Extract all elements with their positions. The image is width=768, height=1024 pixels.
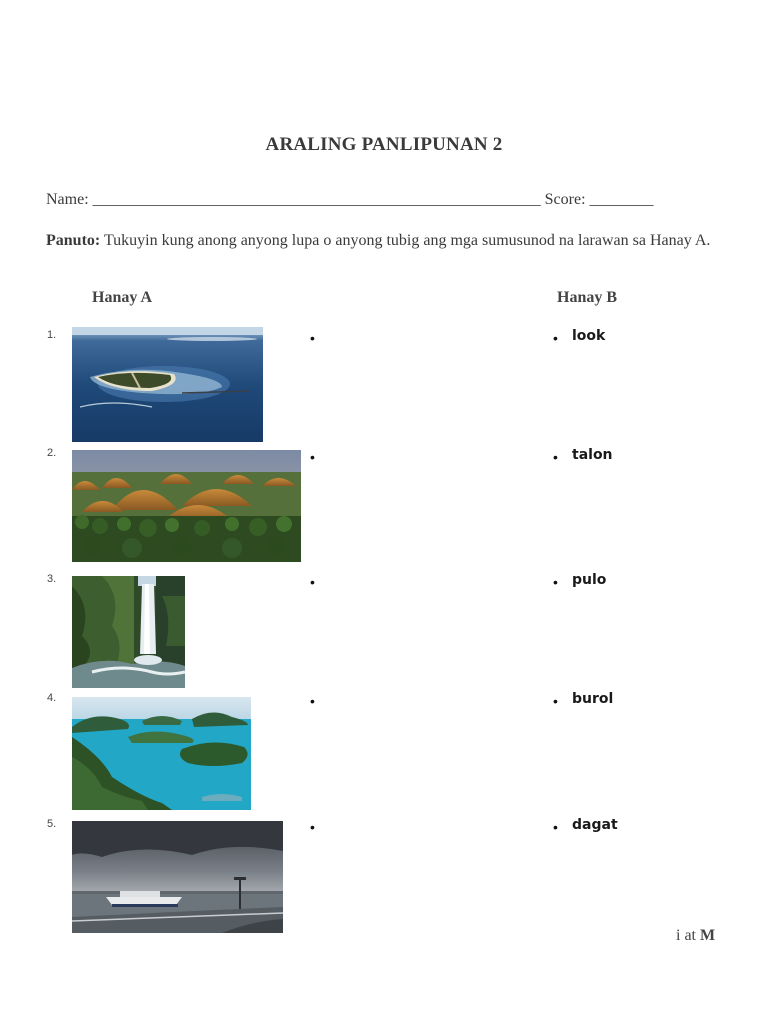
answer-bullet: • bbox=[310, 693, 315, 709]
score-label: Score: bbox=[544, 191, 586, 208]
choice-label: burol bbox=[572, 691, 614, 707]
answer-bullet: • bbox=[310, 330, 315, 346]
choice-label: pulo bbox=[572, 572, 607, 588]
name-label: Name: bbox=[46, 191, 89, 208]
choice-label: talon bbox=[572, 447, 613, 463]
answer-bullet: • bbox=[310, 574, 315, 590]
choice-label: dagat bbox=[572, 817, 618, 833]
item-number: 3. bbox=[47, 573, 57, 585]
footer-bold-text: M bbox=[696, 927, 716, 944]
name-score-line bbox=[46, 191, 654, 209]
bay-islands-photo bbox=[72, 697, 251, 810]
choice-bullet: • bbox=[553, 693, 558, 709]
sea-harbor-photo bbox=[72, 821, 283, 933]
instruction bbox=[46, 231, 730, 251]
item-number: 1. bbox=[47, 329, 57, 341]
item-number: 4. bbox=[47, 692, 57, 704]
island-photo bbox=[72, 327, 263, 442]
choice-bullet: • bbox=[553, 574, 558, 590]
column-a-heading: Hanay A bbox=[92, 289, 153, 306]
answer-bullet: • bbox=[310, 449, 315, 465]
footer-text bbox=[676, 927, 715, 945]
item-number: 5. bbox=[47, 818, 57, 830]
worksheet-title: ARALING PANLIPUNAN 2 bbox=[265, 134, 503, 155]
choice-bullet: • bbox=[553, 819, 558, 835]
instruction-text: Tukuyin kung anong anyong lupa o anyong tubig ang mga sumusunod na larawan sa Hanay A. bbox=[100, 232, 711, 249]
waterfall-photo bbox=[72, 576, 185, 688]
choice-label: look bbox=[572, 328, 606, 344]
name-blank: ________________________________________________________ bbox=[92, 191, 541, 208]
instruction-label: Panuto: bbox=[46, 232, 101, 249]
choice-bullet: • bbox=[553, 330, 558, 346]
choice-bullet: • bbox=[553, 449, 558, 465]
item-number: 2. bbox=[47, 447, 57, 459]
hills-photo bbox=[72, 450, 301, 562]
footer-partial-text: i at bbox=[676, 927, 696, 944]
score-blank: ________ bbox=[589, 191, 654, 208]
answer-bullet: • bbox=[310, 819, 315, 835]
column-b-heading: Hanay B bbox=[557, 289, 618, 306]
